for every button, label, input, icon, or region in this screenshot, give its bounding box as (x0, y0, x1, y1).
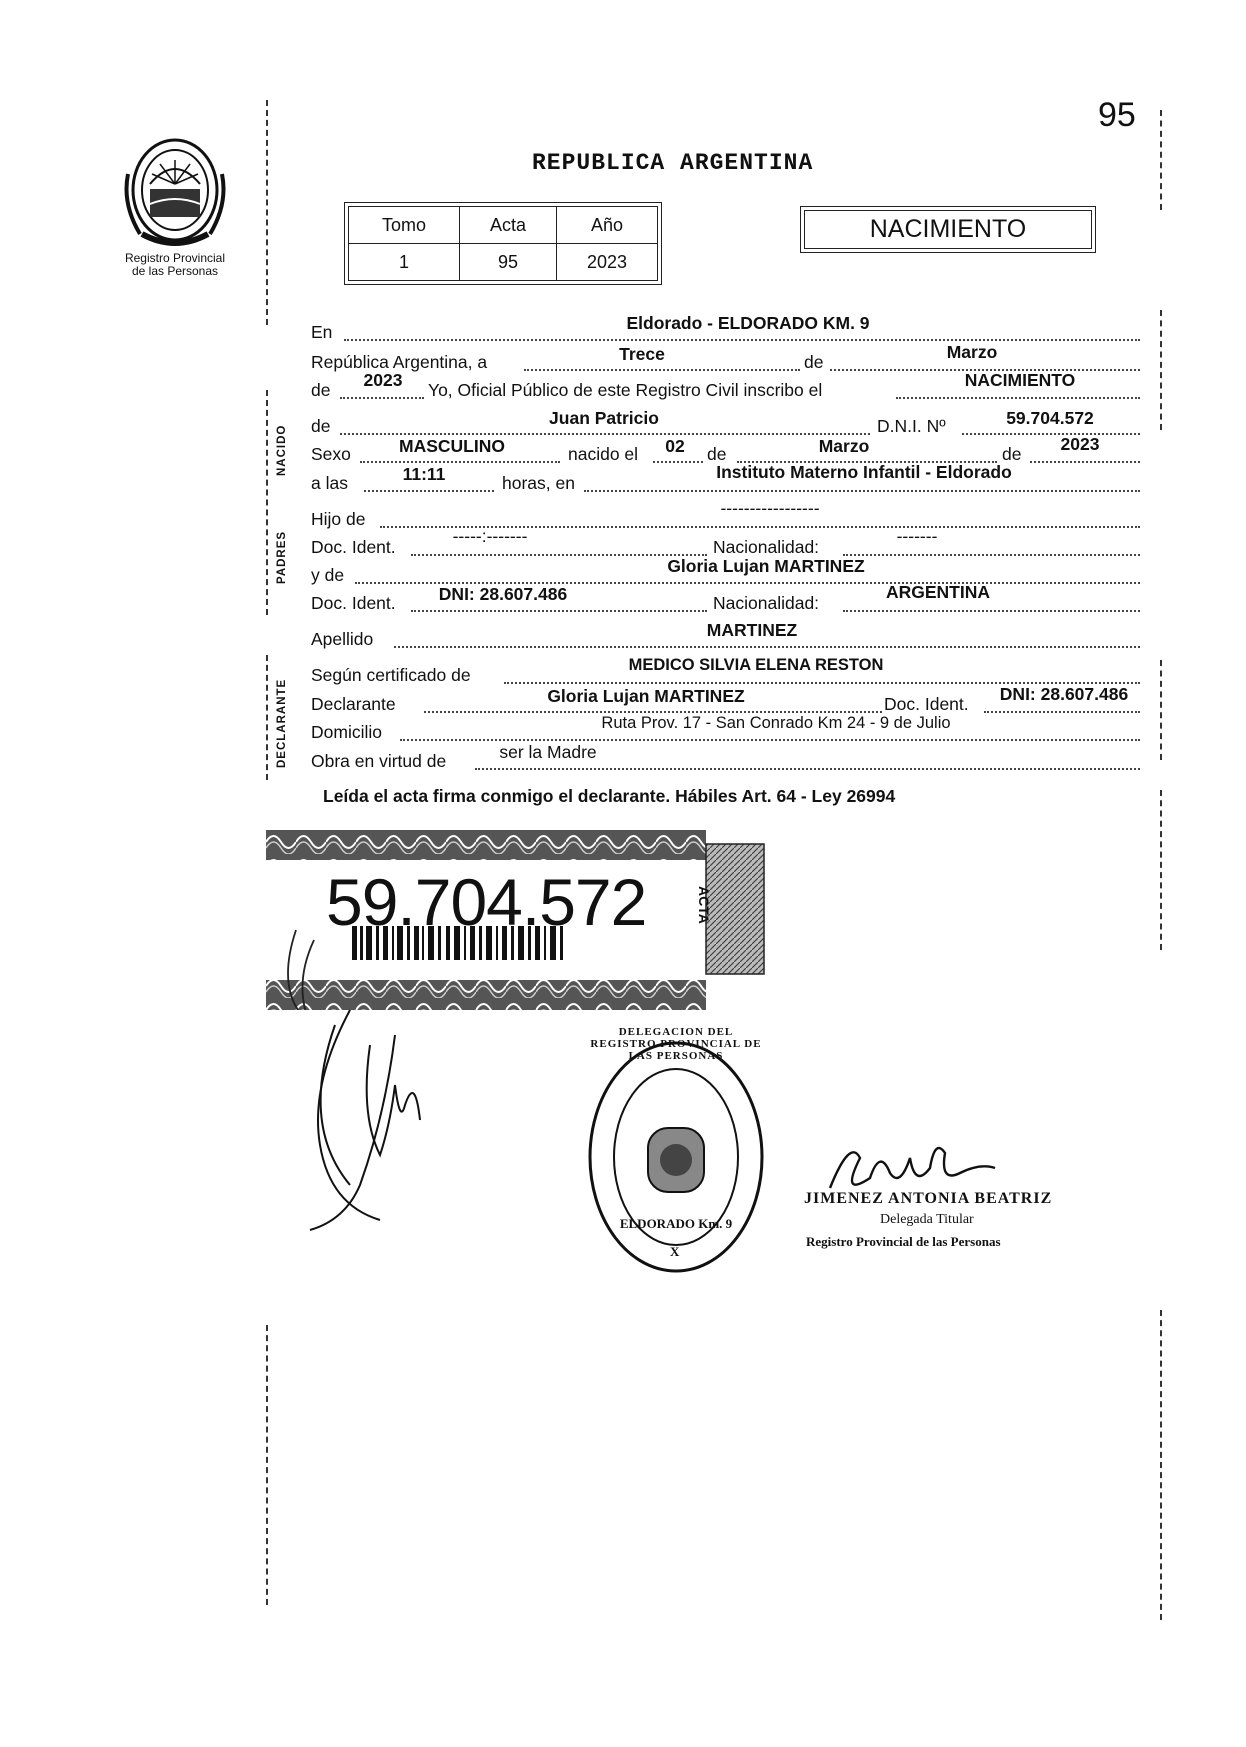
label-nacionalidad-padre: Nacionalidad: (713, 537, 820, 557)
side-label-nacido: NACIDO (276, 424, 288, 476)
label-horas-en: horas, en (502, 473, 575, 493)
value-anio-texto: 2023 (363, 370, 403, 390)
label-yo: Yo, Oficial Público de este Registro Civil inscribo el (428, 380, 823, 400)
value-acto: NACIMIENTO (964, 370, 1076, 390)
label-nacionalidad-madre: Nacionalidad: (713, 593, 820, 613)
value-madre-nac: ARGENTINA (885, 582, 991, 602)
label-de-4: de (707, 444, 727, 464)
label-y-de: y de (311, 565, 345, 585)
value-padre: ----------------- (720, 498, 820, 518)
value-lugar: Eldorado - ELDORADO KM. 9 (626, 313, 870, 333)
label-nacido-el: nacido el (568, 444, 639, 464)
stamp-x-mark: X (670, 1244, 680, 1259)
label-declarante: Declarante (311, 694, 396, 714)
value-hora: 11:11 (402, 464, 446, 484)
value-declarante-doc: DNI: 28.607.486 (999, 684, 1129, 704)
label-sexo: Sexo (311, 444, 351, 464)
value-certificado: MEDICO SILVIA ELENA RESTON (628, 656, 884, 674)
anio-value: 2023 (557, 244, 658, 281)
officer-role: Delegada Titular (880, 1212, 974, 1227)
label-domicilio: Domicilio (311, 722, 382, 742)
provincial-seal (120, 134, 230, 250)
label-de-1: de (804, 352, 824, 372)
label-dni: D.N.I. Nº (877, 416, 946, 436)
stamp-ring-text: DELEGACION DEL REGISTRO PROVINCIAL DE LAS PERSONAS (590, 1026, 762, 1062)
stamp-inner-text: ELDORADO Km. 9 (619, 1216, 733, 1231)
label-de-3: de (311, 416, 331, 436)
acta-label: Acta (460, 207, 557, 244)
anio-label: Año (557, 207, 658, 244)
acta-value: 95 (460, 244, 557, 281)
label-republica: República Argentina, a (311, 352, 488, 372)
registry-label: Registro Provincial de las Personas (124, 251, 226, 278)
page-number: 95 (1098, 96, 1136, 134)
official-stamp (586, 1026, 766, 1275)
document-title: REPUBLICA ARGENTINA (532, 150, 814, 176)
label-hijo-de: Hijo de (311, 509, 366, 529)
value-apellido: MARTINEZ (706, 620, 798, 640)
side-label-padres: PADRES (276, 530, 288, 584)
officer-office: Registro Provincial de las Personas (806, 1234, 1001, 1249)
value-madre: Gloria Lujan MARTINEZ (667, 556, 865, 576)
record-number-table (348, 206, 658, 281)
value-lugar-nac: Instituto Materno Infantil - Eldorado (716, 462, 1012, 482)
tomo-value: 1 (349, 244, 460, 281)
label-de-2: de (311, 380, 331, 400)
value-dia-nac: 02 (665, 436, 685, 456)
label-de-5: de (1002, 444, 1022, 464)
id-number-text: 59.704.572 (326, 865, 647, 939)
label-en: En (311, 322, 333, 342)
value-mes-texto: Marzo (946, 342, 998, 362)
value-madre-doc: DNI: 28.607.486 (438, 584, 568, 604)
value-obra: ser la Madre (499, 742, 597, 762)
value-nombre: Juan Patricio (549, 408, 659, 428)
value-dni: 59.704.572 (1006, 408, 1094, 428)
label-segun: Según certificado de (311, 665, 471, 685)
value-sexo: MASCULINO (399, 436, 505, 456)
id-side-code: ACTA (696, 886, 712, 924)
officer-name: JIMENEZ ANTONIA BEATRIZ (804, 1190, 1053, 1207)
declarant-signature (290, 1005, 480, 1235)
value-padre-nac: ------- (896, 526, 938, 546)
label-apellido: Apellido (311, 629, 374, 649)
value-dia-texto: Trece (619, 344, 665, 364)
label-doc-ident-declarante: Doc. Ident. (884, 694, 969, 714)
legal-note: Leída el acta firma conmigo el declarante. Hábiles Art. 64 - Ley 26994 (323, 786, 896, 806)
label-obra: Obra en virtud de (311, 751, 447, 771)
tomo-label: Tomo (349, 207, 460, 244)
value-domicilio: Ruta Prov. 17 - San Conrado Km 24 - 9 de Julio (601, 714, 951, 732)
id-number-label (266, 830, 766, 1010)
side-label-declarante: DECLARANTE (276, 678, 288, 768)
value-padre-doc: -----:------- (452, 526, 528, 546)
value-anio-nac: 2023 (1060, 434, 1100, 454)
record-type: NACIMIENTO (804, 210, 1092, 249)
label-doc-ident-padre: Doc. Ident. (311, 537, 396, 557)
label-doc-ident-madre: Doc. Ident. (311, 593, 396, 613)
value-declarante: Gloria Lujan MARTINEZ (547, 686, 745, 706)
label-a-las: a las (311, 473, 348, 493)
value-mes-nac: Marzo (818, 436, 870, 456)
